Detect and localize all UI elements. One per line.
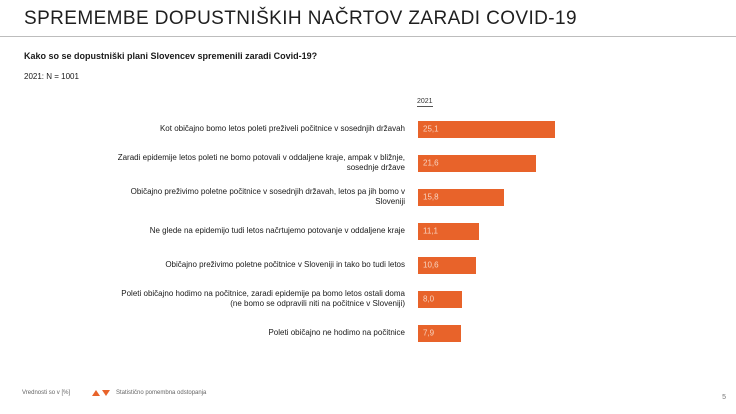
title-divider: [0, 36, 736, 37]
category-label: Poleti običajno hodimo na počitnice, zaradi epidemije pa bomo letos ostali doma (ne bomo se odpravili niti na počitnice v Sloveniji): [121, 289, 405, 308]
category-label: Običajno preživimo poletne počitnice v Sloveniji in tako bo tudi letos: [165, 260, 405, 269]
footer-note: Vrednosti so v [%]: [22, 390, 71, 396]
category-label: Ne glede na epidemijo tudi letos načrtujemo potovanje v oddaljene kraje: [149, 226, 405, 235]
bar-value-label: 15,8: [423, 192, 439, 202]
bar-value-label: 25,1: [423, 124, 439, 134]
triangle-up-icon: [92, 390, 100, 396]
page-number: 5: [722, 394, 726, 401]
category-label: Zaradi epidemije letos poleti ne bomo potovali v oddaljene kraje, ampak v bližnje, sosednje države: [117, 153, 405, 172]
chart-question: Kako so se dopustniški plani Slovencev spremenili zaradi Covid-19?: [24, 51, 318, 61]
bar-value-label: 8,0: [423, 294, 435, 304]
bar-value-label: 21,6: [423, 158, 439, 168]
triangle-down-icon: [102, 390, 110, 396]
series-header: 2021: [417, 98, 433, 105]
category-label: Običajno preživimo poletne počitnice v sosednjih državah, letos pa jih bomo v Sloveniji: [130, 187, 405, 206]
significance-legend: Statistično pomembna odstopanja: [116, 390, 207, 396]
bar-value-label: 10,6: [423, 260, 439, 270]
category-label: Poleti običajno ne hodimo na počitnice: [268, 328, 405, 337]
sample-size: 2021: N = 1001: [24, 72, 79, 81]
bar-value-label: 7,9: [423, 328, 435, 338]
bar-value-label: 11,1: [423, 226, 438, 236]
page-title: SPREMEMBE DOPUSTNIŠKIH NAČRTOV ZARADI COVID-19: [24, 8, 577, 29]
category-label: Kot običajno bomo letos poleti preživeli počitnice v sosednjih državah: [159, 124, 405, 133]
